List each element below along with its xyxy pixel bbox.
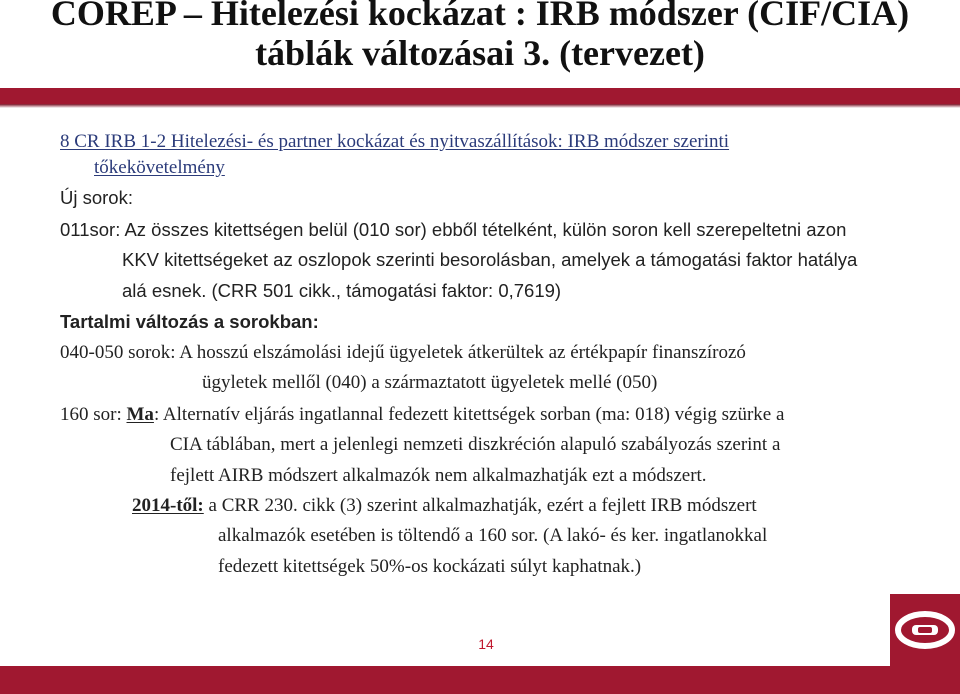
table-link-line-2[interactable]: tőkekövetelmény (94, 157, 225, 178)
from-2014-line-1 (132, 494, 757, 518)
bank-logo-graphic (890, 594, 960, 666)
page-number: 14 (478, 636, 494, 652)
row-040-line-2: ügyletek mellől (040) a származtatott ügyeletek mellé (050) (202, 372, 658, 393)
row-160-line-1-text: : Alternatív eljárás ingatlannal fedezett kitettségek sorban (ma: 018) végig szürke a (153, 404, 785, 425)
row-011-line-2: KKV kitettségeket az oszlopok szerinti besorolásban, amelyek a támogatási faktor hatálya (122, 249, 858, 270)
row-160-prefix: 160 sor: (60, 404, 127, 425)
table-link-line-1[interactable]: 8 CR IRB 1-2 Hitelezési- és partner kockázat és nyitvaszállítások: IRB módszer szerinti (60, 131, 730, 152)
from-2014-line-1-text: a CRR 230. cikk (3) szerint alkalmazhatják, ezért a fejlett IRB módszert (203, 495, 757, 516)
row-160-ma-label: Ma (126, 404, 154, 425)
row-040-line-1: 040-050 sorok: A hosszú elszámolási idejű ügyeletek átkerültek az értékpapír finanszírozó (60, 342, 746, 363)
row-011-line-3-part-a: alá esnek. (CRR 501 cikk. (122, 280, 336, 301)
row-011-line-3 (122, 279, 561, 303)
slide-title-line-2: táblák változásai 3. (tervezet) (255, 33, 705, 73)
new-rows-label: Új sorok: (60, 187, 133, 208)
slide-title-line-1: COREP – Hitelezési kockázat : IRB módszer (CIF/CIA) (50, 0, 910, 33)
content-change-label: Tartalmi változás a sorokban: (60, 311, 319, 332)
footer-band (0, 666, 960, 694)
from-2014-line-2: alkalmazók esetében is töltendő a 160 sor. (A lakó- és ker. ingatlanokkal (218, 525, 768, 546)
row-011-line-3-part-b: , támogatási faktor: 0,7619) (335, 280, 562, 301)
header-band (0, 88, 960, 104)
from-2014-label: 2014-től: (132, 495, 204, 516)
row-160-line-1 (60, 403, 784, 427)
row-160-line-2: CIA táblában, mert a jelenlegi nemzeti diszkréción alapuló szabályozás szerint a (170, 434, 781, 455)
from-2014-line-3: fedezett kitettségek 50%-os kockázati súlyt kaphatnak.) (218, 556, 642, 577)
row-011-line-1: 011sor: Az összes kitettségen belül (010 sor) ebből tételként, külön soron kell szerepeltetni azon (60, 219, 847, 240)
row-160-line-3: fejlett AIRB módszert alkalmazók nem alkalmazhatják ezt a módszert. (170, 465, 707, 486)
bank-logo-icon (890, 594, 960, 666)
header-band-shadow (0, 104, 960, 108)
